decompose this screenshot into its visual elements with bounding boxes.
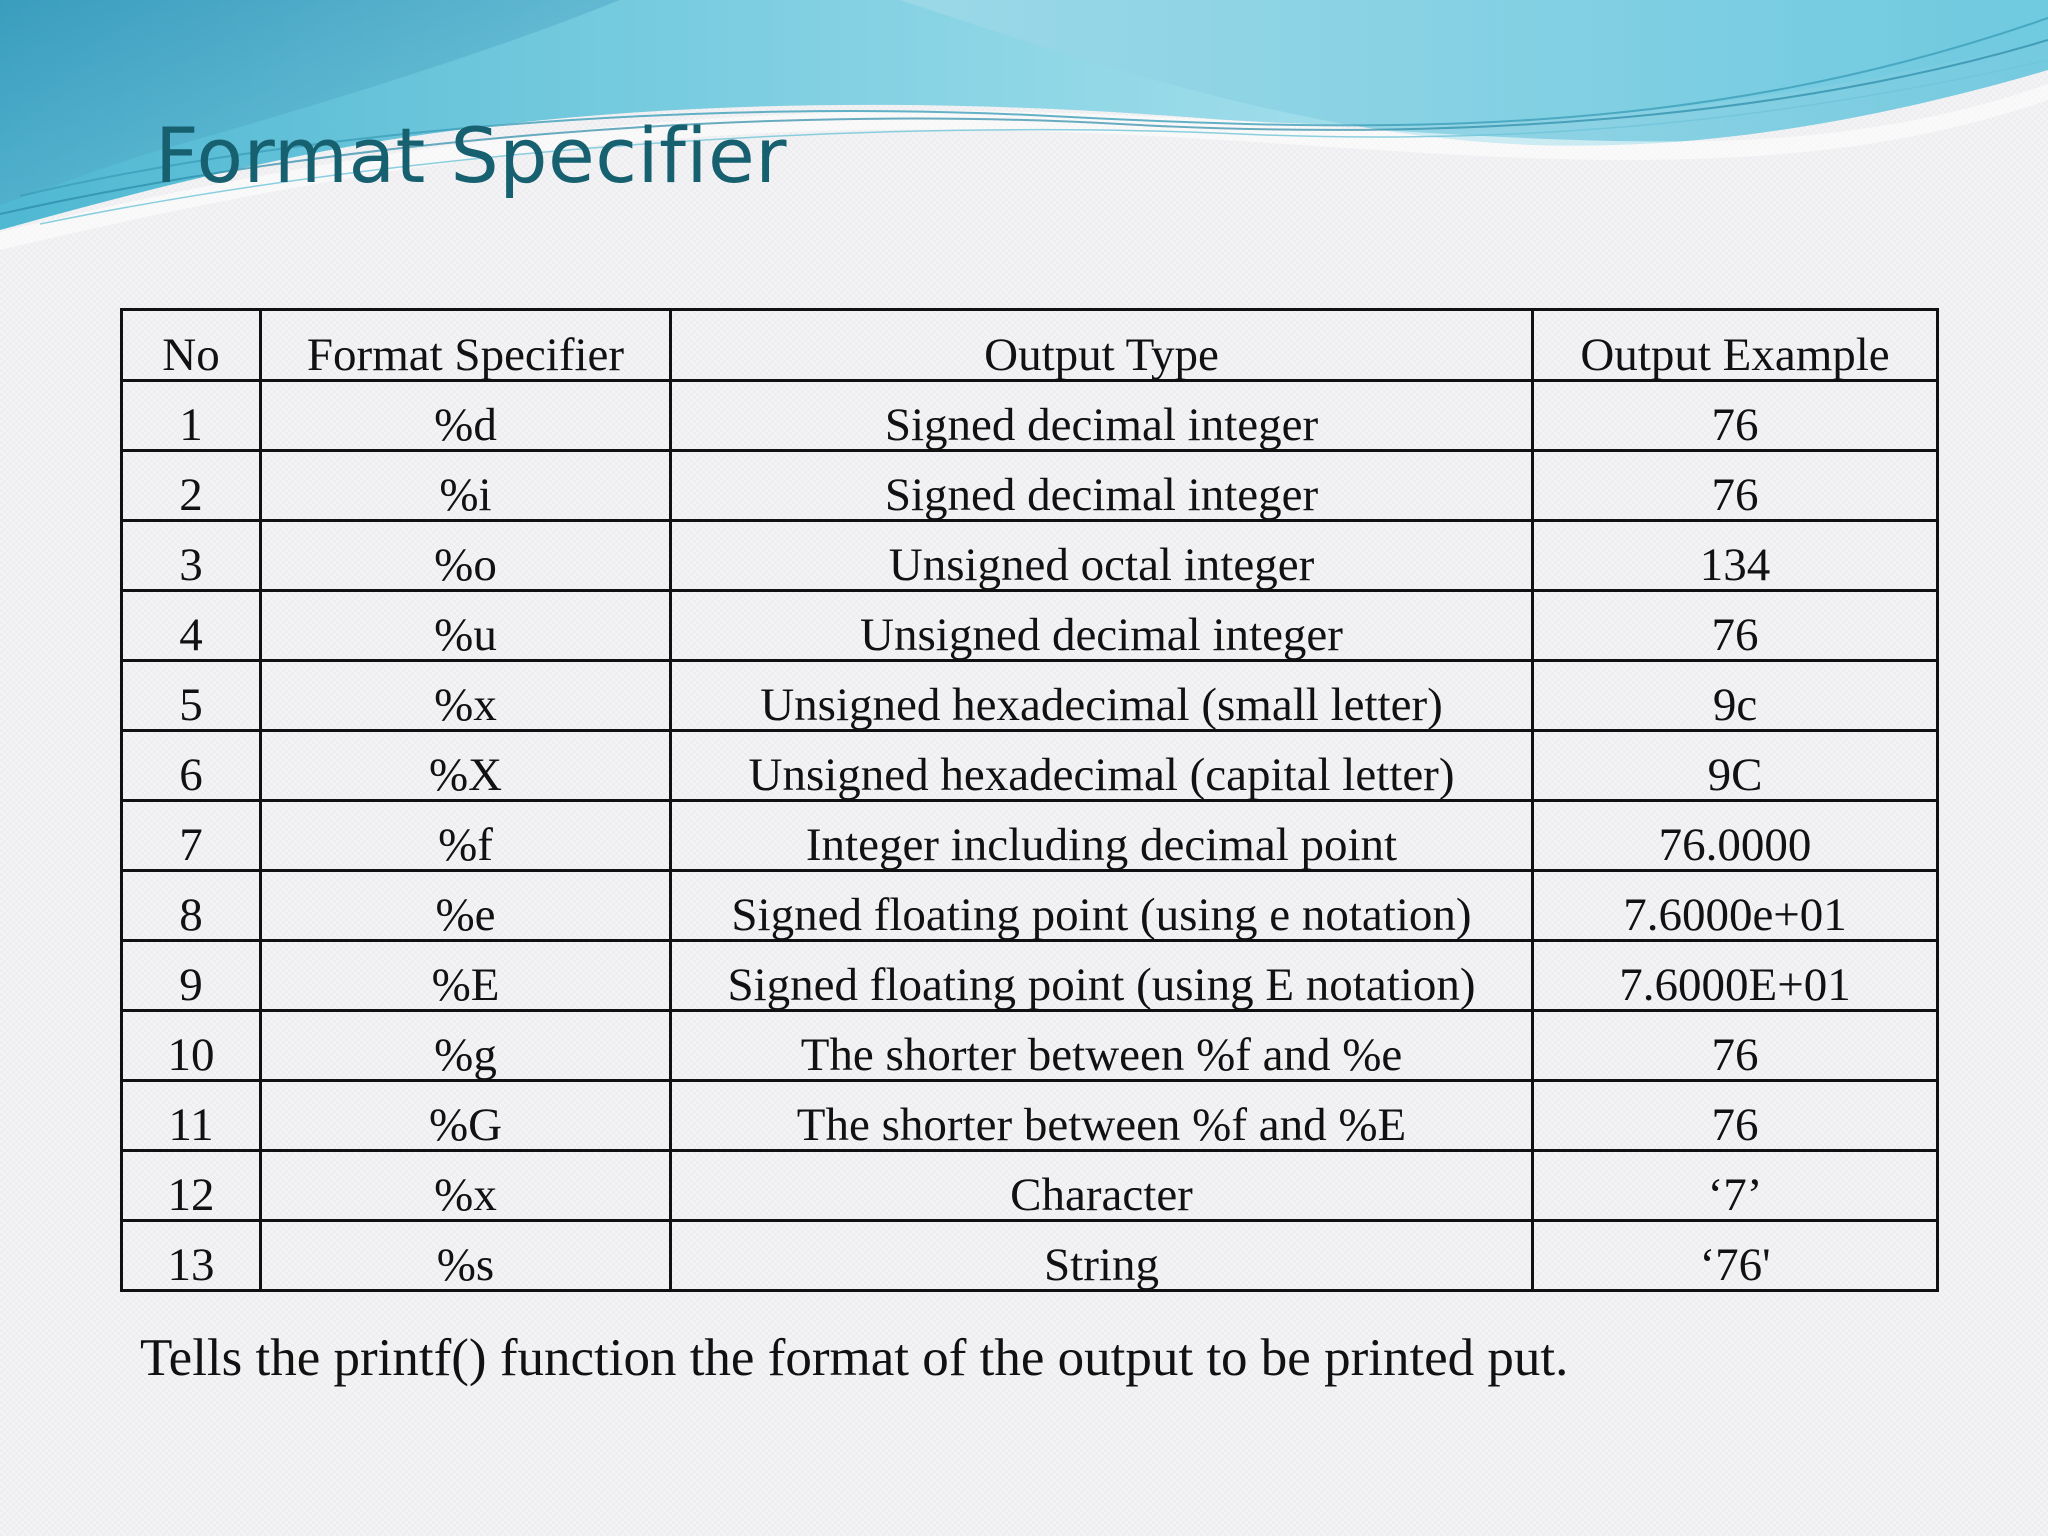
cell-no: 13 xyxy=(122,1221,261,1291)
table-row xyxy=(122,451,1938,521)
cell-output-type: The shorter between %f and %e xyxy=(671,1011,1533,1081)
cell-output-example: 76 xyxy=(1533,1081,1938,1151)
cell-output-type: Character xyxy=(671,1151,1533,1221)
cell-output-type: Unsigned hexadecimal (capital letter) xyxy=(671,731,1533,801)
cell-format-specifier: %E xyxy=(261,941,671,1011)
cell-no: 9 xyxy=(122,941,261,1011)
cell-output-example: 9C xyxy=(1533,731,1938,801)
cell-no: 6 xyxy=(122,731,261,801)
cell-output-example: 76.0000 xyxy=(1533,801,1938,871)
table-row xyxy=(122,731,1938,801)
cell-output-type: The shorter between %f and %E xyxy=(671,1081,1533,1151)
cell-output-example: 76 xyxy=(1533,591,1938,661)
cell-format-specifier: %u xyxy=(261,591,671,661)
cell-no: 4 xyxy=(122,591,261,661)
cell-format-specifier: %f xyxy=(261,801,671,871)
cell-output-type: Signed decimal integer xyxy=(671,451,1533,521)
header-format-specifier: Format Specifier xyxy=(261,310,671,381)
table-row xyxy=(122,1221,1938,1291)
cell-no: 11 xyxy=(122,1081,261,1151)
cell-format-specifier: %e xyxy=(261,871,671,941)
cell-output-example: ‘76' xyxy=(1533,1221,1938,1291)
slide-caption: Tells the printf() function the format of the output to be printed put. xyxy=(140,1329,1569,1387)
cell-no: 8 xyxy=(122,871,261,941)
cell-format-specifier: %s xyxy=(261,1221,671,1291)
cell-no: 10 xyxy=(122,1011,261,1081)
cell-no: 2 xyxy=(122,451,261,521)
table-row xyxy=(122,591,1938,661)
cell-output-example: 134 xyxy=(1533,521,1938,591)
cell-format-specifier: %x xyxy=(261,661,671,731)
cell-output-example: 76 xyxy=(1533,1011,1938,1081)
cell-output-type: Unsigned octal integer xyxy=(671,521,1533,591)
cell-format-specifier: %x xyxy=(261,1151,671,1221)
table-header-row xyxy=(122,310,1938,381)
header-no: No xyxy=(122,310,261,381)
cell-output-type: Signed floating point (using e notation) xyxy=(671,871,1533,941)
table-row xyxy=(122,661,1938,731)
cell-output-type: String xyxy=(671,1221,1533,1291)
cell-output-example: 7.6000e+01 xyxy=(1533,871,1938,941)
cell-output-type: Unsigned decimal integer xyxy=(671,591,1533,661)
cell-output-type: Integer including decimal point xyxy=(671,801,1533,871)
cell-format-specifier: %X xyxy=(261,731,671,801)
cell-output-example: 7.6000E+01 xyxy=(1533,941,1938,1011)
table-row xyxy=(122,801,1938,871)
table-row xyxy=(122,1151,1938,1221)
table-row xyxy=(122,521,1938,591)
table-row xyxy=(122,1081,1938,1151)
cell-format-specifier: %G xyxy=(261,1081,671,1151)
cell-format-specifier: %g xyxy=(261,1011,671,1081)
cell-format-specifier: %d xyxy=(261,381,671,451)
table-row xyxy=(122,1011,1938,1081)
table-row xyxy=(122,871,1938,941)
cell-no: 3 xyxy=(122,521,261,591)
table-row xyxy=(122,941,1938,1011)
cell-output-type: Signed floating point (using E notation) xyxy=(671,941,1533,1011)
cell-no: 7 xyxy=(122,801,261,871)
cell-output-example: 76 xyxy=(1533,451,1938,521)
cell-output-example: ‘7’ xyxy=(1533,1151,1938,1221)
table-row xyxy=(122,381,1938,451)
cell-output-type: Signed decimal integer xyxy=(671,381,1533,451)
cell-format-specifier: %o xyxy=(261,521,671,591)
cell-output-example: 76 xyxy=(1533,381,1938,451)
cell-no: 12 xyxy=(122,1151,261,1221)
slide-title: Format Specifier xyxy=(155,111,787,200)
cell-output-type: Unsigned hexadecimal (small letter) xyxy=(671,661,1533,731)
format-specifier-table xyxy=(120,308,1939,1292)
cell-no: 1 xyxy=(122,381,261,451)
header-output-example: Output Example xyxy=(1533,310,1938,381)
cell-format-specifier: %i xyxy=(261,451,671,521)
cell-no: 5 xyxy=(122,661,261,731)
header-output-type: Output Type xyxy=(671,310,1533,381)
cell-output-example: 9c xyxy=(1533,661,1938,731)
